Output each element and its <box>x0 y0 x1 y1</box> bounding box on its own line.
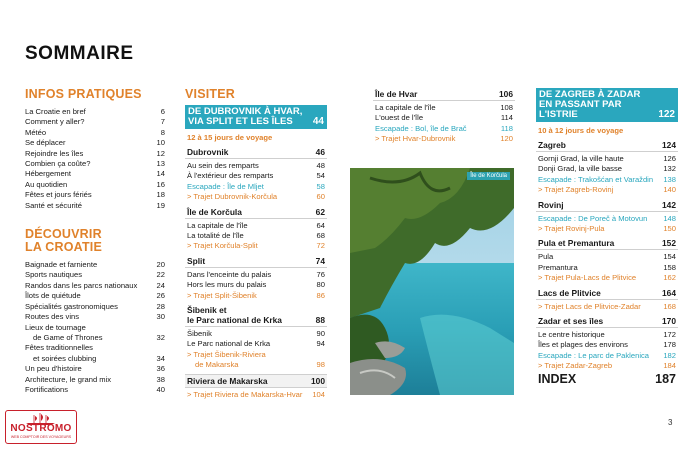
index-label: INDEX <box>538 372 577 386</box>
toc-entry-page: 14 <box>156 169 165 179</box>
toc-entry[interactable] <box>25 291 165 301</box>
toc-entry-page: 76 <box>316 269 325 279</box>
chapter-title: Split <box>187 255 206 266</box>
route-title-line2: EN PASSANT PAR L'ISTRIE <box>539 99 622 120</box>
chapter-title: Pula et Premantura <box>538 238 615 249</box>
toc-entry-page: 22 <box>156 270 165 280</box>
route-link[interactable] <box>538 185 676 195</box>
toc-entry-page: 13 <box>156 159 165 169</box>
toc-entry-label: et soirées clubbing <box>33 353 97 363</box>
toc-entry[interactable] <box>25 302 165 312</box>
route-page: 44 <box>312 116 324 127</box>
route-duration: 10 à 12 jours de voyage <box>538 126 624 135</box>
toc-entry[interactable] <box>25 117 165 127</box>
toc-entry[interactable] <box>187 171 325 181</box>
chapter-page: 62 <box>315 206 325 217</box>
chapter-heading[interactable] <box>536 237 678 250</box>
route-link[interactable] <box>187 390 325 400</box>
route-title-line2: VIA SPLIT ET LES ÎLES <box>188 116 293 127</box>
chapter-title: Zadar et ses îles <box>538 316 604 327</box>
chapter-heading[interactable] <box>185 304 327 327</box>
toc-entry[interactable] <box>25 343 165 353</box>
toc-entry-label: Hébergement <box>25 169 72 179</box>
toc-entry[interactable] <box>538 263 676 273</box>
toc-entry-page: 120 <box>500 134 513 144</box>
toc-entry-page: 16 <box>156 179 165 189</box>
toc-entry-page: 24 <box>156 280 165 290</box>
chapter-page: 46 <box>315 147 325 157</box>
chapter-page: 164 <box>662 287 676 298</box>
toc-entry-label: Baignade et farniente <box>25 260 98 270</box>
logo-word: NOSTROMO <box>10 423 72 434</box>
toc-entry[interactable] <box>25 159 165 169</box>
toc-entry-page: 38 <box>156 374 165 384</box>
toc-entry-page: 34 <box>156 353 165 363</box>
chapter-title: Île de Hvar <box>375 89 418 99</box>
toc-entry-label: Escapade : Trakošćan et Varaždin <box>538 174 654 184</box>
toc-entry-page: 118 <box>500 123 513 133</box>
escapade-link[interactable] <box>538 175 676 185</box>
toc-entry[interactable] <box>187 161 325 171</box>
toc-entry[interactable] <box>25 364 165 374</box>
chapter-entries <box>536 214 678 235</box>
hvar-column <box>373 88 515 145</box>
toc-entry-page: 154 <box>663 252 676 262</box>
route-link[interactable] <box>375 134 513 144</box>
chapter-heading[interactable] <box>536 199 678 212</box>
chapter-entries <box>185 221 327 252</box>
toc-entry-label: La totalité de l'île <box>187 231 244 241</box>
toc-entry-label: de Makarska <box>195 360 239 370</box>
toc-entry-page: 184 <box>663 361 676 371</box>
toc-entry-page: 20 <box>156 260 165 270</box>
toc-entry-label: Randos dans les parcs nationaux <box>25 280 138 290</box>
toc-entry-page: 18 <box>156 190 165 200</box>
toc-entry-page: 114 <box>500 113 513 123</box>
toc-entry-page: 60 <box>316 192 325 202</box>
toc-entry-page: 7 <box>160 117 165 127</box>
route-banner-zagreb <box>536 88 678 122</box>
chapter-title: Rovinj <box>538 199 564 210</box>
route-duration: 12 à 15 jours de voyage <box>187 133 273 142</box>
photo-caption: Île de Korčula <box>467 172 510 180</box>
chapter-page: 106 <box>499 89 513 99</box>
toc-entry-label: Au quotidien <box>25 179 68 189</box>
visiter-title: VISITER <box>185 87 236 101</box>
visiter-chapters <box>185 146 327 400</box>
escapade-link[interactable] <box>538 214 676 224</box>
toc-entry-label: Escapade : Île de Mljet <box>187 181 264 191</box>
toc-entry[interactable] <box>25 333 165 343</box>
chapter-page: 74 <box>315 255 325 266</box>
route-link[interactable] <box>187 192 325 202</box>
chapter-heading[interactable] <box>536 287 678 300</box>
chapter-title: Dubrovnik <box>187 147 229 157</box>
route-title-line1: DE DUBROVNIK À HVAR, <box>188 106 303 117</box>
chapter-page: 152 <box>662 238 676 249</box>
toc-entry-label: > Trajet Rovinj-Pula <box>538 224 605 234</box>
chapter-entries <box>536 302 678 312</box>
escapade-link[interactable] <box>187 182 325 192</box>
toc-entry-label: La capitale de l'île <box>187 220 248 230</box>
toc-entry-page: 138 <box>663 174 676 184</box>
toc-entry-label: Premantura <box>538 262 578 272</box>
toc-entry[interactable] <box>538 330 676 340</box>
toc-entry-page: 178 <box>663 340 676 350</box>
toc-entry-page: 54 <box>316 171 325 181</box>
toc-entry-label: Hors les murs du palais <box>187 280 267 290</box>
chapter-heading[interactable] <box>185 146 327 159</box>
zagreb-column <box>536 88 678 372</box>
route-link[interactable] <box>187 241 325 251</box>
toc-entry[interactable] <box>538 154 676 164</box>
toc-entry-page: 168 <box>663 301 676 311</box>
toc-entry-label: > Trajet Pula-Lacs de Plitvice <box>538 273 637 283</box>
toc-entry-label: Au sein des remparts <box>187 161 259 170</box>
toc-entry-label: Le centre historique <box>538 330 605 340</box>
toc-entry-label: > Trajet Zadar-Zagreb <box>538 361 613 371</box>
toc-entry-page: 58 <box>316 181 325 191</box>
toc-entry[interactable] <box>25 312 165 322</box>
chapter-page: 124 <box>662 140 676 150</box>
infos-title: INFOS PRATIQUES <box>25 87 142 101</box>
chapter-title: Île de Korčula <box>187 206 242 217</box>
toc-entry[interactable] <box>187 270 325 280</box>
toc-entry-page: 90 <box>316 329 325 339</box>
toc-entry-label: > Trajet Dubrovnik-Korčula <box>187 192 278 202</box>
toc-entry[interactable] <box>538 252 676 262</box>
toc-entry-page: 140 <box>663 185 676 195</box>
toc-entry-page: 30 <box>156 312 165 322</box>
toc-entry-page: 162 <box>663 273 676 283</box>
toc-entry[interactable] <box>25 270 165 280</box>
toc-entry[interactable] <box>187 231 325 241</box>
toc-entry-page: 132 <box>663 164 676 174</box>
nostromo-logo <box>5 410 77 444</box>
toc-entry-label: Escapade : De Poreč à Motovun <box>538 213 648 223</box>
coastal-photo-image <box>350 168 514 395</box>
toc-entry-page: 19 <box>156 200 165 210</box>
toc-entry-label: Se déplacer <box>25 138 66 148</box>
toc-entry-page: 72 <box>316 241 325 251</box>
toc-entry-page: 98 <box>316 360 325 370</box>
toc-entry-page: 40 <box>156 384 165 394</box>
route-page: 122 <box>658 109 675 120</box>
decouvrir-list <box>25 260 165 395</box>
toc-entry-page: 104 <box>312 389 325 399</box>
toc-entry-label: Spécialités gastronomiques <box>25 301 118 311</box>
toc-entry[interactable] <box>538 340 676 350</box>
toc-entry[interactable] <box>25 128 165 138</box>
toc-entry[interactable] <box>375 113 513 123</box>
chapter-page: 100 <box>311 375 325 386</box>
chapter-heading[interactable] <box>373 88 515 101</box>
toc-entry[interactable] <box>25 354 165 364</box>
toc-entry[interactable] <box>187 221 325 231</box>
chapter-entries <box>536 154 678 196</box>
toc-entry[interactable] <box>25 107 165 117</box>
route-title-line1: DE ZAGREB À ZADAR <box>539 89 641 100</box>
toc-entry[interactable] <box>25 169 165 179</box>
chapter-page: 170 <box>662 316 676 327</box>
toc-entry-page: 182 <box>663 350 676 360</box>
toc-entry-page <box>311 350 325 360</box>
toc-entry-page: 8 <box>160 127 165 137</box>
toc-entry-label: Fêtes traditionnelles <box>25 343 93 353</box>
toc-entry[interactable] <box>25 149 165 159</box>
toc-entry-page: 26 <box>156 291 165 301</box>
toc-entry-page: 126 <box>663 154 676 163</box>
chapter-heading[interactable] <box>185 206 327 219</box>
toc-entry-label: Météo <box>25 127 47 137</box>
toc-entry-label: La capitale de l'île <box>375 103 436 112</box>
toc-entry-label: Rejoindre les îles <box>25 148 84 158</box>
infos-list <box>25 107 165 211</box>
toc-entry-page: 148 <box>663 213 676 223</box>
toc-entry-page <box>151 343 165 353</box>
route-link[interactable] <box>538 224 676 234</box>
toc-entry[interactable] <box>25 138 165 148</box>
route-link[interactable] <box>187 350 325 360</box>
route-link[interactable] <box>538 273 676 283</box>
toc-entry-label: Fortifications <box>25 384 69 394</box>
toc-entry[interactable] <box>25 323 165 333</box>
toc-entry-page: 48 <box>316 161 325 170</box>
toc-entry[interactable] <box>187 329 325 339</box>
toc-entry[interactable] <box>25 190 165 200</box>
route-link[interactable] <box>187 291 325 301</box>
escapade-link[interactable] <box>538 351 676 361</box>
decouvrir-title <box>25 228 165 254</box>
toc-entry-label: de Game of Thrones <box>33 332 103 342</box>
toc-entry-label: > Trajet Korčula-Split <box>187 241 258 251</box>
toc-entry-label: Pula <box>538 252 554 262</box>
toc-entry-label: Santé et sécurité <box>25 200 82 210</box>
page-number: 3 <box>668 418 673 427</box>
toc-entry-page: 86 <box>316 290 325 300</box>
logo-tagline: WEB COMPTOIR DES VOYAGEURS <box>10 435 72 439</box>
toc-entry-label: Lieux de tournage <box>25 322 86 332</box>
coastal-photo <box>350 168 514 395</box>
toc-entry[interactable] <box>187 339 325 349</box>
toc-entry-label: > Trajet Zagreb-Rovinj <box>538 185 614 195</box>
toc-entry-page: 32 <box>156 332 165 342</box>
decouvrir-title-line2: LA CROATIE <box>25 240 102 255</box>
route-link[interactable] <box>538 361 676 371</box>
toc-entry-page: 28 <box>156 301 165 311</box>
toc-entry-label: À l'extérieur des remparts <box>187 171 274 181</box>
toc-entry-page: 10 <box>156 138 165 148</box>
chapter-heading[interactable] <box>185 255 327 268</box>
chapter-entries <box>185 329 327 371</box>
toc-entry-page: 158 <box>663 262 676 272</box>
toc-entry[interactable] <box>25 281 165 291</box>
chapter-page: 88 <box>315 315 325 326</box>
chapter-entries <box>536 252 678 283</box>
toc-entry-page: 6 <box>160 107 165 116</box>
chapter-entries <box>536 330 678 372</box>
route-banner-dubrovnik <box>185 105 327 129</box>
toc-entry[interactable] <box>25 201 165 211</box>
chapter-title: Zagreb <box>538 140 566 150</box>
toc-entry-label: Comment y aller? <box>25 117 85 127</box>
toc-entry-page: 150 <box>663 224 676 234</box>
infos-column <box>25 88 165 395</box>
chapter-entries <box>185 390 327 400</box>
chapter-title: Lacs de Plitvice <box>538 287 601 298</box>
route-link[interactable] <box>187 360 325 370</box>
toc-entry-page: 108 <box>500 103 513 112</box>
toc-entry-label: > Trajet Hvar-Dubrovnik <box>375 134 456 144</box>
toc-entry-page: 12 <box>156 148 165 158</box>
toc-entry-page: 64 <box>316 220 325 230</box>
toc-entry[interactable] <box>25 180 165 190</box>
toc-entry-label: > Trajet Split-Šibenik <box>187 290 257 300</box>
toc-entry-label: L'ouest de l'île <box>375 113 424 123</box>
index-entry[interactable] <box>538 372 676 386</box>
toc-entry-label: > Trajet Lacs de Plitvice-Zadar <box>538 301 641 311</box>
toc-entry-label: > Trajet Riviera de Makarska-Hvar <box>187 389 303 399</box>
toc-entry-label: Routes des vins <box>25 312 80 322</box>
chapter-title: Riviera de Makarska <box>187 375 268 386</box>
escapade-link[interactable] <box>375 124 513 134</box>
chapter-heading[interactable] <box>536 315 678 328</box>
chapter-heading[interactable] <box>536 139 678 152</box>
index-page: 187 <box>655 372 676 386</box>
page-title: SOMMAIRE <box>25 43 134 64</box>
toc-entry-label: Gornji Grad, la ville haute <box>538 154 624 163</box>
chapter-heading[interactable] <box>185 374 327 388</box>
toc-entry-label: Le Parc national de Krka <box>187 339 271 349</box>
toc-entry[interactable] <box>375 103 513 113</box>
toc-entry-label: Šibenik <box>187 329 212 339</box>
toc-entry-page: 172 <box>663 330 676 340</box>
toc-entry-page <box>151 323 165 333</box>
toc-entry-label: Fêtes et jours fériés <box>25 190 92 200</box>
toc-entry[interactable] <box>25 260 165 270</box>
toc-entry-label: Îlots de quiétude <box>25 291 81 301</box>
toc-entry[interactable] <box>25 385 165 395</box>
chapter-entries <box>185 270 327 301</box>
toc-entry[interactable] <box>187 280 325 290</box>
chapter-title: Šibenik et le Parc national de Krka <box>187 305 282 326</box>
chapter-page: 142 <box>662 199 676 210</box>
toc-entry-label: La Croatie en bref <box>25 107 86 116</box>
toc-entry-label: Dans l'enceinte du palais <box>187 269 272 279</box>
toc-entry-label: Sports nautiques <box>25 270 82 280</box>
toc-entry-page: 36 <box>156 364 165 374</box>
hvar-list <box>373 103 515 145</box>
toc-entry-label: Architecture, le grand mix <box>25 374 112 384</box>
chapter-entries <box>185 161 327 203</box>
toc-entry-label: Combien ça coûte? <box>25 159 91 169</box>
zagreb-chapters <box>536 139 678 372</box>
toc-entry[interactable] <box>25 375 165 385</box>
toc-entry-label: Îles et plages des environs <box>538 340 628 350</box>
visiter-column <box>185 88 327 400</box>
toc-entry-label: Escapade : Le parc de Paklenica <box>538 350 650 360</box>
toc-entry-label: Escapade : Bol, île de Brač <box>375 123 467 133</box>
toc-entry-page: 68 <box>316 231 325 241</box>
toc-entry-page: 94 <box>316 339 325 349</box>
toc-entry[interactable] <box>538 164 676 174</box>
toc-entry-label: Un peu d'histoire <box>25 364 82 374</box>
toc-entry-label: Donji Grad, la ville basse <box>538 164 622 174</box>
route-link[interactable] <box>538 302 676 312</box>
toc-entry-label: > Trajet Šibenik-Riviera <box>187 349 266 359</box>
decouvrir-title-line1: DÉCOUVRIR <box>25 227 102 242</box>
toc-entry-page: 80 <box>316 280 325 290</box>
